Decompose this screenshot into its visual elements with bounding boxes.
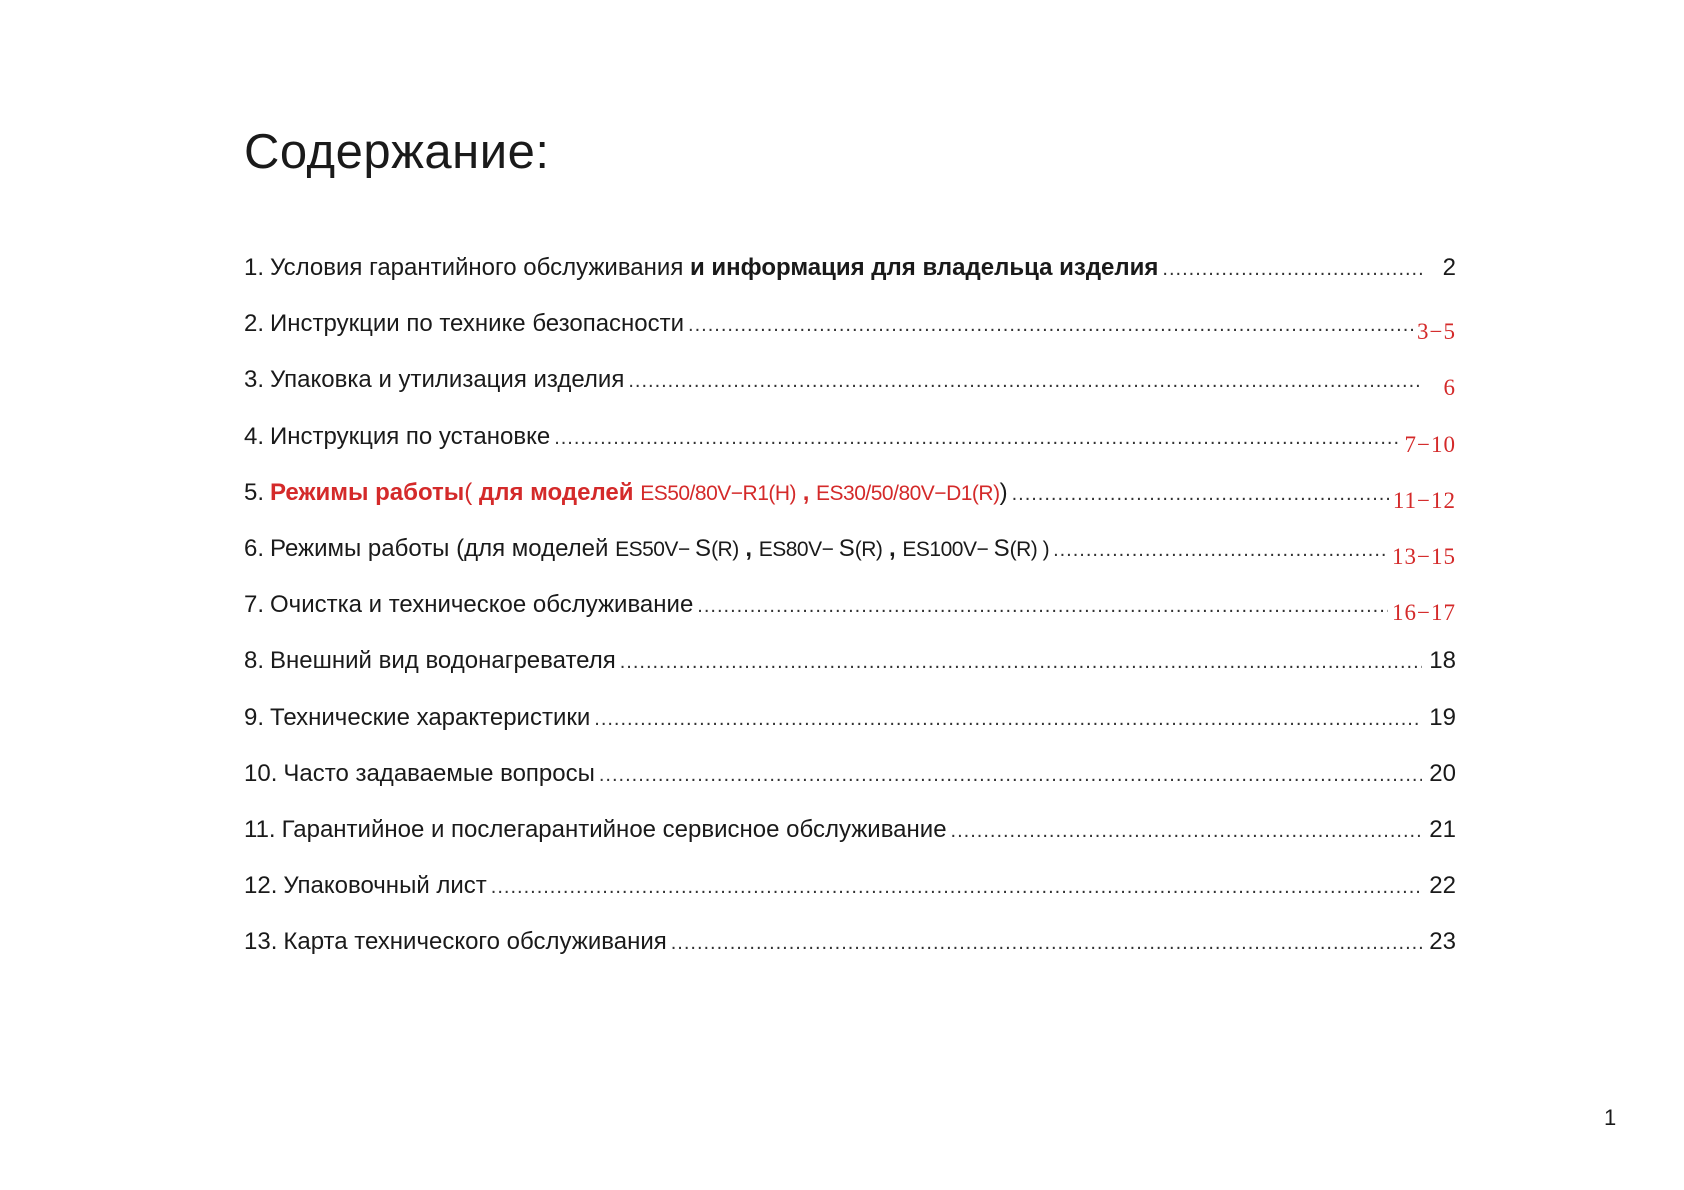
- toc-entry[interactable]: [244, 647, 1456, 703]
- dot-leader: [1162, 258, 1422, 281]
- toc-entry-number: 4.: [244, 422, 265, 450]
- toc-entry-text-part: (: [464, 478, 479, 506]
- toc-entry-title: [244, 254, 1158, 282]
- toc-entry-title: [244, 366, 624, 394]
- toc-entry[interactable]: [244, 760, 1456, 816]
- table-of-contents: [244, 254, 1456, 984]
- toc-entry-text-part: Инструкция по установке: [270, 422, 551, 450]
- toc-entry-page: 2: [1442, 254, 1456, 281]
- toc-entry-text-part: ): [999, 478, 1008, 506]
- toc-entry-title: [244, 872, 487, 900]
- toc-entry-text-part: для моделей: [478, 478, 641, 506]
- toc-entry-text-part: ES50V−: [615, 537, 696, 561]
- toc-entry-text-part: ES50/80V−R1(H): [640, 481, 797, 505]
- toc-entry-number: 2.: [244, 310, 265, 338]
- toc-entry-text-part: Режимы работы: [270, 478, 465, 506]
- dot-leader: [599, 764, 1422, 787]
- toc-entry[interactable]: [244, 423, 1456, 479]
- toc-entry-text-part: (R): [711, 537, 739, 561]
- toc-entry-page: 13−15: [1392, 543, 1456, 569]
- toc-entry-text-part: Технические характеристики: [270, 703, 591, 731]
- toc-entry-number: 3.: [244, 366, 265, 394]
- toc-entry-title: [244, 535, 1049, 563]
- toc-entry[interactable]: [244, 816, 1456, 872]
- toc-entry[interactable]: [244, 479, 1456, 535]
- toc-entry-number: 6.: [244, 534, 265, 562]
- toc-entry-number: 8.: [244, 647, 265, 675]
- toc-entry-text-part: S: [993, 534, 1010, 562]
- dot-leader: [951, 820, 1422, 843]
- toc-entry-text-part: Очистка и техническое обслуживание: [270, 591, 694, 619]
- toc-entry-number: 13.: [244, 928, 278, 956]
- toc-entry[interactable]: [244, 310, 1456, 366]
- toc-entry-text-part: Упаковочный лист: [283, 872, 487, 900]
- toc-entry[interactable]: [244, 591, 1456, 647]
- toc-entry-page: 21: [1429, 815, 1456, 843]
- toc-entry-text-part: Гарантийное и послегарантийное сервисное обслуживание: [281, 815, 947, 843]
- toc-entry-text-part: Режимы работы (для моделей: [270, 534, 616, 562]
- toc-entry-title: [244, 816, 947, 844]
- toc-entry-text-part: S: [838, 534, 855, 562]
- toc-entry[interactable]: [244, 366, 1456, 422]
- toc-entry-number: 1.: [244, 254, 265, 281]
- toc-entry-title: [244, 647, 616, 675]
- toc-entry-page: 19: [1429, 703, 1456, 731]
- dot-leader: [697, 595, 1388, 618]
- toc-entry-text-part: ,: [882, 534, 903, 562]
- toc-entry-text-part: и информация для владельца изделия: [689, 254, 1159, 281]
- toc-entry-title: [244, 704, 590, 732]
- dot-leader: [671, 932, 1422, 955]
- dot-leader: [594, 708, 1422, 731]
- toc-entry-text-part: ES80V−: [758, 537, 839, 561]
- toc-entry-text-part: (R): [854, 537, 883, 561]
- dot-leader: [688, 314, 1413, 337]
- toc-entry[interactable]: [244, 254, 1456, 310]
- toc-entry-number: 12.: [244, 872, 278, 900]
- toc-entry-title: [244, 591, 693, 619]
- page-title: Содержание:: [244, 125, 550, 179]
- toc-entry-number: 7.: [244, 591, 265, 619]
- toc-entry-number: 10.: [244, 759, 278, 787]
- toc-entry[interactable]: [244, 928, 1456, 984]
- toc-entry-page: 16−17: [1392, 600, 1456, 626]
- toc-entry-page: 20: [1429, 759, 1456, 787]
- toc-entry-title: [244, 310, 684, 338]
- toc-entry-text-part: Внешний вид водонагревателя: [270, 647, 616, 675]
- toc-entry-page: 6: [1443, 375, 1456, 401]
- dot-leader: [620, 651, 1422, 674]
- toc-entry-page: 22: [1429, 872, 1456, 900]
- toc-entry-title: [244, 928, 667, 956]
- toc-entry-text-part: Часто задаваемые вопросы: [283, 759, 595, 787]
- toc-entry-number: 11.: [244, 815, 276, 843]
- toc-entry-page: 11−12: [1392, 487, 1456, 513]
- toc-entry-title: [244, 760, 595, 788]
- toc-entry-text-part: ES30/50/80V−D1(R): [816, 481, 1000, 505]
- dot-leader: [554, 427, 1400, 450]
- toc-entry-text-part: Упаковка и утилизация изделия: [270, 366, 625, 394]
- dot-leader: [1053, 539, 1388, 562]
- dot-leader: [628, 370, 1422, 393]
- toc-entry-text-part: ,: [796, 478, 817, 506]
- toc-entry-page: 7−10: [1404, 431, 1456, 457]
- toc-entry[interactable]: [244, 872, 1456, 928]
- toc-entry-text-part: Инструкции по технике безопасности: [270, 310, 685, 338]
- toc-entry-text-part: S: [695, 534, 712, 562]
- toc-entry-page: 3−5: [1417, 319, 1456, 345]
- toc-entry[interactable]: [244, 535, 1456, 591]
- dot-leader: [1012, 483, 1389, 506]
- toc-entry-text-part: Условия гарантийного обслуживания: [270, 254, 690, 281]
- toc-entry-text-part: ,: [738, 534, 759, 562]
- dot-leader: [491, 876, 1422, 899]
- toc-entry-number: 9.: [244, 703, 265, 731]
- toc-entry-title: [244, 479, 1008, 507]
- toc-entry-text-part: ES100V−: [902, 537, 994, 561]
- toc-entry-text-part: Карта технического обслуживания: [283, 928, 667, 956]
- toc-entry-text-part: (R) ): [1009, 537, 1050, 561]
- page-number: 1: [1604, 1105, 1617, 1130]
- toc-entry[interactable]: [244, 704, 1456, 760]
- toc-entry-page: 18: [1429, 647, 1456, 675]
- toc-entry-number: 5.: [244, 478, 265, 506]
- toc-entry-title: [244, 423, 550, 451]
- toc-entry-page: 23: [1429, 928, 1456, 956]
